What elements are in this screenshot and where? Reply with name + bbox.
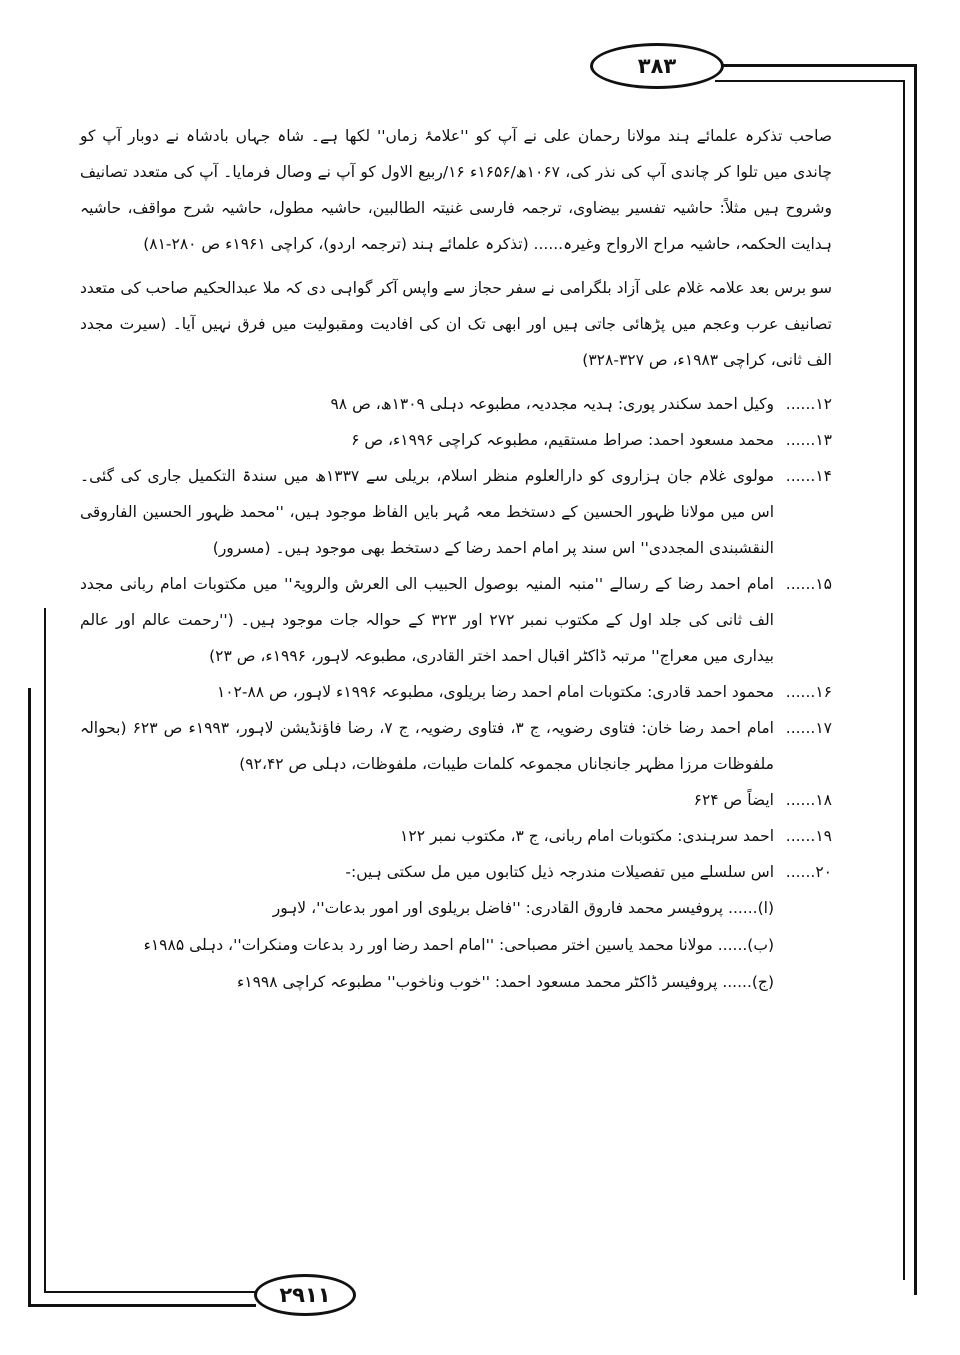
- footnote: [80, 458, 832, 566]
- footnote: [80, 782, 832, 818]
- footnote: [80, 710, 832, 782]
- frame-left-upper: [44, 608, 46, 1293]
- source-list-item: (ج)...... پروفیسر ڈاکٹر محمد مسعود احمد: ''خوب وناخوب'' مطبوعہ کراچی ۱۹۹۸ء: [236, 973, 774, 991]
- footnote-number: ۲۰......: [785, 863, 832, 881]
- footnote-number: ۱۳......: [785, 431, 832, 449]
- source-list-item: (ب)...... مولانا محمد یاسین اختر مصباحی: ''امام احمد رضا اور رد بدعات ومنکرات''، دہلی ۱۹۸۵ء: [143, 936, 774, 954]
- footnote: [80, 386, 832, 422]
- footnote-text: محمود احمد قادری: مکتوبات امام احمد رضا بریلوی، مطبوعہ ۱۹۹۶ء لاہور، ص ۸۸-۱۰۲: [216, 683, 774, 701]
- frame-right-outer: [914, 64, 917, 1295]
- page-number-bottom-text: ۲۹۱۱: [279, 1283, 331, 1307]
- footnote: [80, 422, 832, 458]
- footnote-text: احمد سرہندی: مکتوبات امام ربانی، ج ۳، مکتوب نمبر ۱۲۲: [400, 827, 774, 845]
- frame-bottom-line-1: [44, 1291, 256, 1293]
- frame-bottom-line-2: [28, 1304, 256, 1307]
- frame-left-lower: [28, 688, 31, 1305]
- paragraph: سو برس بعد علامہ غلام علی آزاد بلگرامی نے سفر حجاز سے واپس آکر گواہی دی کہ ملا عبدالحکیم صاحب کی متعدد تصانیف عرب وعجم میں پڑھائی جاتی ہیں اور ابھی تک ان کی افادیت ومقبولیت میں فرق نہیں آیا۔ (سیرت مجدد الف ثانی، کراچی ۱۹۸۳ء، ص ۳۲۷-۳۲۸): [79, 279, 832, 369]
- main-content: [80, 118, 832, 1001]
- source-list-item: (ا)...... پروفیسر محمد فاروق القادری: ''فاضل بریلوی اور امور بدعات''، لاہور: [272, 899, 774, 917]
- footnote-text: امام احمد رضا کے رسالے ''منبہ المنیہ بوصول الحبیب الی العرش والرویۃ'' میں مکتوبات امام ربانی مجدد الف ثانی کی جلد اول کے مکتوب نمبر ۲۷۲ اور ۳۲۳ کے حوالہ جات موجود ہیں۔ (''رحمت عالم اور عالم بیداری میں معراج'' مرتبہ ڈاکٹر اقبال احمد اختر القادری، مطبوعہ لاہور، ۱۹۹۶ء، ص ۲۳): [80, 575, 774, 665]
- footnote-number: ۱۹......: [785, 827, 832, 845]
- footnote-text: ایضاً ص ۶۲۴: [693, 791, 774, 809]
- footnote: [80, 566, 832, 674]
- paragraph: صاحب تذکرہ علمائے ہند مولانا رحمان علی نے آپ کو ''علامۂ زماں'' لکھا ہے۔ شاہ جہاں بادشاہ نے دوبار آپ کو چاندی میں تلوا کر چاندی آپ کی نذر کی، ۱۰۶۷ھ/۱۶۵۶ء ۱۶/ربیع الاول کو آپ نے وصال فرمایا۔ آپ کی متعدد تصانیف وشروح ہیں مثلاً: حاشیہ تفسیر بیضاوی، ترجمہ فارسی غنیتہ الطالبین، حاشیہ مطول، حاشیہ شرح مواقف، حاشیہ ہدایت الحکمہ، حاشیہ مراح الارواح وغیرہ...... (تذکرہ علمائے ہند (ترجمہ اردو)، کراچی ۱۹۶۱ء ص ۲۸۰-۸۱): [80, 127, 833, 253]
- footnote-number: ۱۵......: [785, 575, 832, 593]
- footnote: [80, 854, 832, 890]
- footnote-number: ۱۶......: [785, 683, 832, 701]
- footnote: [80, 818, 832, 854]
- footnote-text: محمد مسعود احمد: صراط مستقیم، مطبوعہ کراچی ۱۹۹۶ء، ص ۶: [351, 431, 774, 449]
- footnote: [80, 674, 832, 710]
- footnote-text: امام احمد رضا خان: فتاوی رضویہ، ج ۳، فتاوی رضویہ، ج ۷، رضا فاؤنڈیشن لاہور، ۱۹۹۳ء ص ۶۲۳ (بحوالہ ملفوظات مرزا مظہر جانجاناں مجموعہ کلمات طیبات، ملفوظات، دہلی ص ۹۲،۴۲): [80, 719, 774, 773]
- footnote-number: ۱۷......: [785, 719, 832, 737]
- frame-right-inner: [903, 80, 905, 1280]
- footnote-number: ۱۸......: [785, 791, 832, 809]
- footnote-number: ۱۲......: [785, 395, 832, 413]
- page-number-bottom: [254, 1274, 356, 1316]
- footnote-text: اس سلسلے میں تفصیلات مندرجہ ذیل کتابوں میں مل سکتی ہیں:-: [345, 863, 774, 881]
- footnote-text: وکیل احمد سکندر پوری: ہدیہ مجددیہ، مطبوعہ دہلی ۱۳۰۹ھ، ص ۹۸: [330, 395, 774, 413]
- footnote-number: ۱۴......: [785, 467, 832, 485]
- page-number-top-text: ۳۸۳: [637, 54, 677, 78]
- frame-top-line-1: [715, 64, 917, 67]
- footnote-text: مولوی غلام جان ہزاروی کو دارالعلوم منظر اسلام، بریلی سے ۱۳۳۷ھ میں سندۃ التکمیل جاری کی گئی۔ اس میں مولانا ظہور الحسین کے دستخط معہ مُہر بایں الفاظ موجود ہیں، ''محمد ظہور الحسین الفاروقی النقشبندی المجددی'' اس سند پر امام احمد رضا کے دستخط بھی موجود ہیں۔ (مسرور): [80, 467, 774, 557]
- page-number-top: [590, 43, 724, 89]
- frame-top-line-2: [715, 80, 905, 82]
